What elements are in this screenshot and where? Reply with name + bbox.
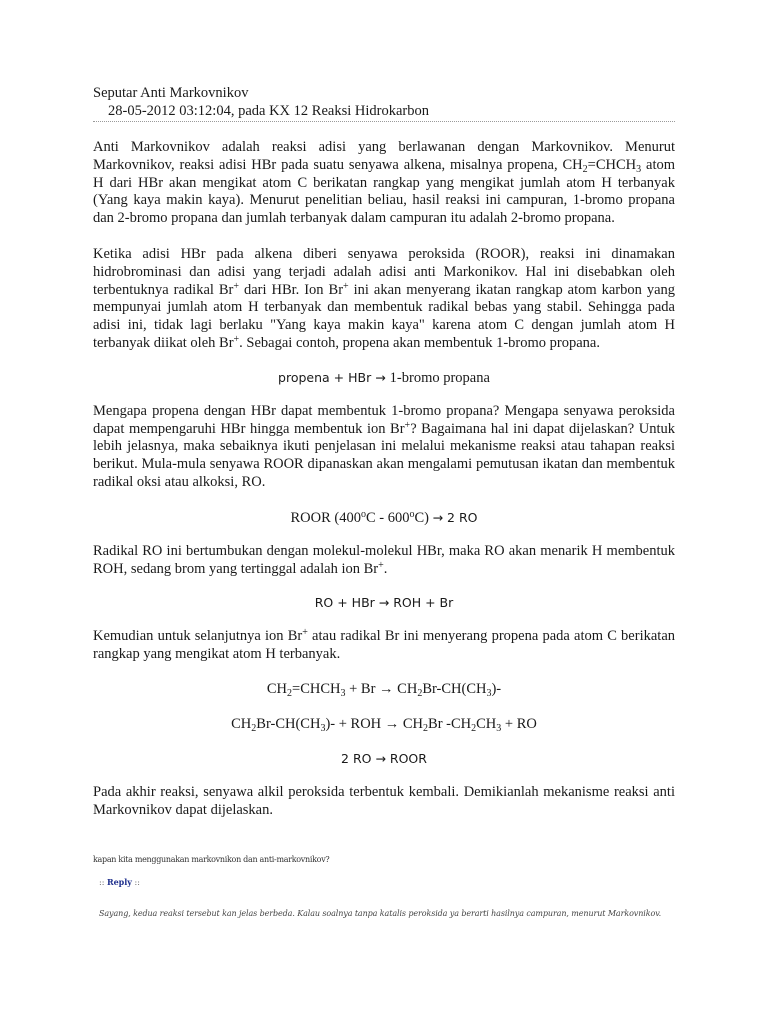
reply-link[interactable]: Reply [106,877,132,887]
paragraph-conclusion: Pada akhir reaksi, senyawa alkil peroksida terbentuk kembali. Demikianlah mekanisme reaksi anti Markovnikov dapat dijelaskan. [93,783,675,818]
reply-suffix: :: [131,878,140,887]
post-header [93,84,675,122]
post-meta: 28-05-2012 03:12:04, pada KX 12 Reaksi Hidrokarbon [93,102,675,122]
article-body [93,139,675,820]
paragraph-intro: Anti Markovnikov adalah reaksi adisi yang berlawanan dengan Markovnikov. Menurut Markovnikov, reaksi adisi HBr pada suatu senyawa alkena, misalnya propena, $CH_2=CHCH_3$ atom H dari HBr akan mengikat atom C berikatan rangkap yang mengikat jumlah atom H terbanyak (Yang kaya makin kaya). Menurut penelitian beliau, hasil reaksi ini campuran, 1-bromo propana dan 2-bromo propana dan jumlah terbanyak dalam campuran itu adalah 2-bromo propana. [93,139,676,227]
post-title: Seputar Anti Markovnikov [93,85,249,101]
paragraph-question: Mengapa propena dengan HBr dapat membentuk 1-bromo propana? Mengapa senyawa peroksida dapat mempengaruhi HBr hingga membentuk ion Br+? Bagaimana hal ini dapat dijelaskan? Untuk lebih jelasnya, maka sebaiknya ikuti penjelasan ini melalui mekanisme reaksi atau tahapan reaksi berikut. Mula-mula senyawa ROOR dipanaskan akan mengalami pemutusan ikatan dan membentuk radikal oksi atau alkoksi, RO. [93,402,675,490]
comment-answer: Sayang, kedua reaksi tersebut kan jelas berbeda. Kalau soalnya tanpa katalis peroksida ya berarti hasilnya campuran, menurut Markovnikov. [99,909,662,918]
reply-prefix: :: [99,878,107,887]
equation-ro-roor: 2 RO → ROOR [341,750,427,766]
equation-propena: propena + HBr → 1-bromo propana [278,369,490,386]
comment-question: kapan kita menggunakan markovnikon dan anti-markovnikov? [93,855,330,864]
equation-roor-heating: ROOR $(400^oC - 600^oC) \to 2$ RO [290,508,478,526]
paragraph-radical-ro: Radikal RO ini bertumbukan dengan molekul-molekul HBr, maka RO akan menarik H membentuk ROH, sedang brom yang tertinggal adalah ion Br+. [93,542,675,577]
paragraph-next-step: Kemudian untuk selanjutnya ion Br+ atau radikal Br ini menyerang propena pada atom C berikatan rangkap yang mengikat atom H terbanyak. [93,627,676,663]
equation-radical-roh: $CH_2Br-CH(CH_3)-$ + ROH → $CH_2Br$ $-CH_2CH_3$ + RO [231,715,537,734]
equation-ro-hbr: RO + HBr → ROH + Br [314,595,454,611]
reply-row [99,877,719,887]
equation-propena-br: $CH_2=CHCH_3 + Br \to CH_2Br-CH(CH_3)-$ [266,680,502,699]
paragraph-peroxide: Ketika adisi HBr pada alkena diberi senyawa peroksida (ROOR), reaksi ini dinamakan hidrobrominasi dan adisi yang terjadi adalah adisi anti Markonikov. Hal ini disebabkan oleh terbentuknya radikal Br+ dari HBr. Ion Br+ ini akan menyerang ikatan rangkap atom karbon yang mempunyai jumlah atom H terbanyak dan membentuk radikal bebas yang stabil. Sehingga pada adisi ini, tidak lagi berlaku "Yang kaya makin kaya" karena atom C dengan jumlah atom H terbanyak diikat oleh Br+. Sebagai contoh, propena akan membentuk 1-bromo propana. [93,245,676,351]
